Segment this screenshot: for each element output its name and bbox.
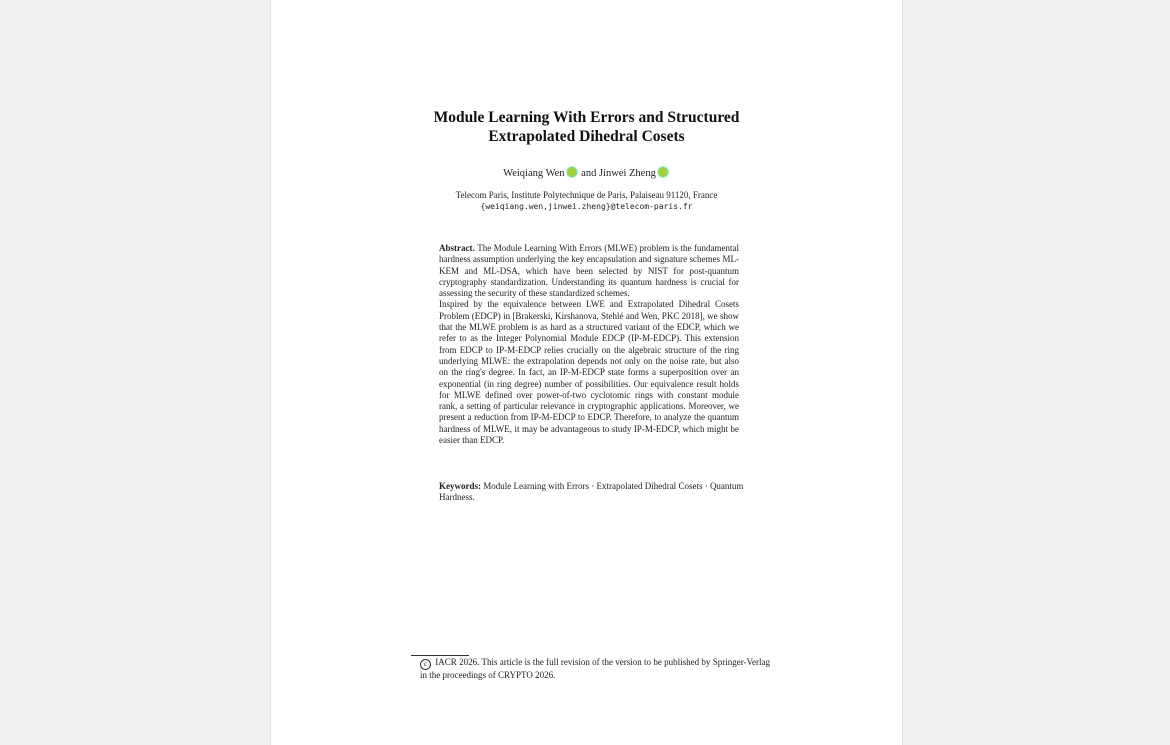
author-name: Weiqiang Wen [503, 168, 565, 179]
copyright-icon: c [420, 659, 431, 670]
title-line-1: Module Learning With Errors and Structured [433, 109, 740, 126]
footnote-text: IACR 2026. This article is the full revision of the version to be published by Springer-Verlag in the proceedings of CRYPTO 2026. [420, 657, 770, 680]
paper-title [271, 108, 902, 146]
affiliation-block [271, 190, 902, 212]
abstract-paragraph-2: Inspired by the equivalence between LWE and Extrapolated Dihedral Cosets Problem (EDCP) in [Brakerski, Kirshanova, Stehlé and Wen, PKC 2018], we show that the MLWE problem is as hard as a structured variant of the EDCP, which we refer to as the Integer Polynomial Module EDCP (IP-M-EDCP). This extension from EDCP to IP-M-EDCP relies crucially on the algebraic structure of the ring underlying MLWE: the extrapolation depends not only on the noise rate, but also on the ring's degree. In fact, an IP-M-EDCP state forms a superposition over an exponential (in ring degree) number of possibilities. Our equivalence result holds for MLWE defined over power-of-two cyclotomic rings with constant module rank, a setting of particular relevance in cryptographic applications. Moreover, we present a reduction from IP-M-EDCP to EDCP. Therefore, to analyze the quantum hardness of MLWE, it may be advantageous to study IP-M-EDCP, which might be easier than EDCP. [439, 299, 739, 446]
keywords [439, 481, 745, 504]
abstract-paragraph-1: The Module Learning With Errors (MLWE) problem is the fundamental hardness assumption underlying the key encapsulation and signature schemes ML-KEM and ML-DSA, which have been selected by NIST for post-quantum cryptography standardization. Understanding its quantum hardness is crucial for assessing the security of these standardized schemes. [439, 243, 740, 299]
keywords-label: Keywords: [439, 481, 481, 491]
author-email: {weiqiang.wen,jinwei.zheng}@telecom-paris.fr [480, 202, 693, 211]
abstract-label: Abstract. [439, 243, 475, 253]
pdf-page [271, 0, 902, 745]
author-list [271, 167, 902, 179]
affiliation: Telecom Paris, Institute Polytechnique de Paris, Palaiseau 91120, France [455, 190, 718, 200]
footnote-rule [411, 655, 469, 656]
author-name: Jinwei Zheng [598, 168, 656, 179]
footnote [420, 657, 770, 681]
orcid-icon[interactable] [567, 167, 577, 177]
title-line-2: Extrapolated Dihedral Cosets [488, 128, 685, 145]
author-join: and [581, 168, 597, 179]
keywords-text: Module Learning with Errors · Extrapolated Dihedral Cosets · Quantum Hardness. [439, 481, 744, 503]
orcid-icon[interactable] [658, 167, 668, 177]
abstract [439, 243, 739, 446]
